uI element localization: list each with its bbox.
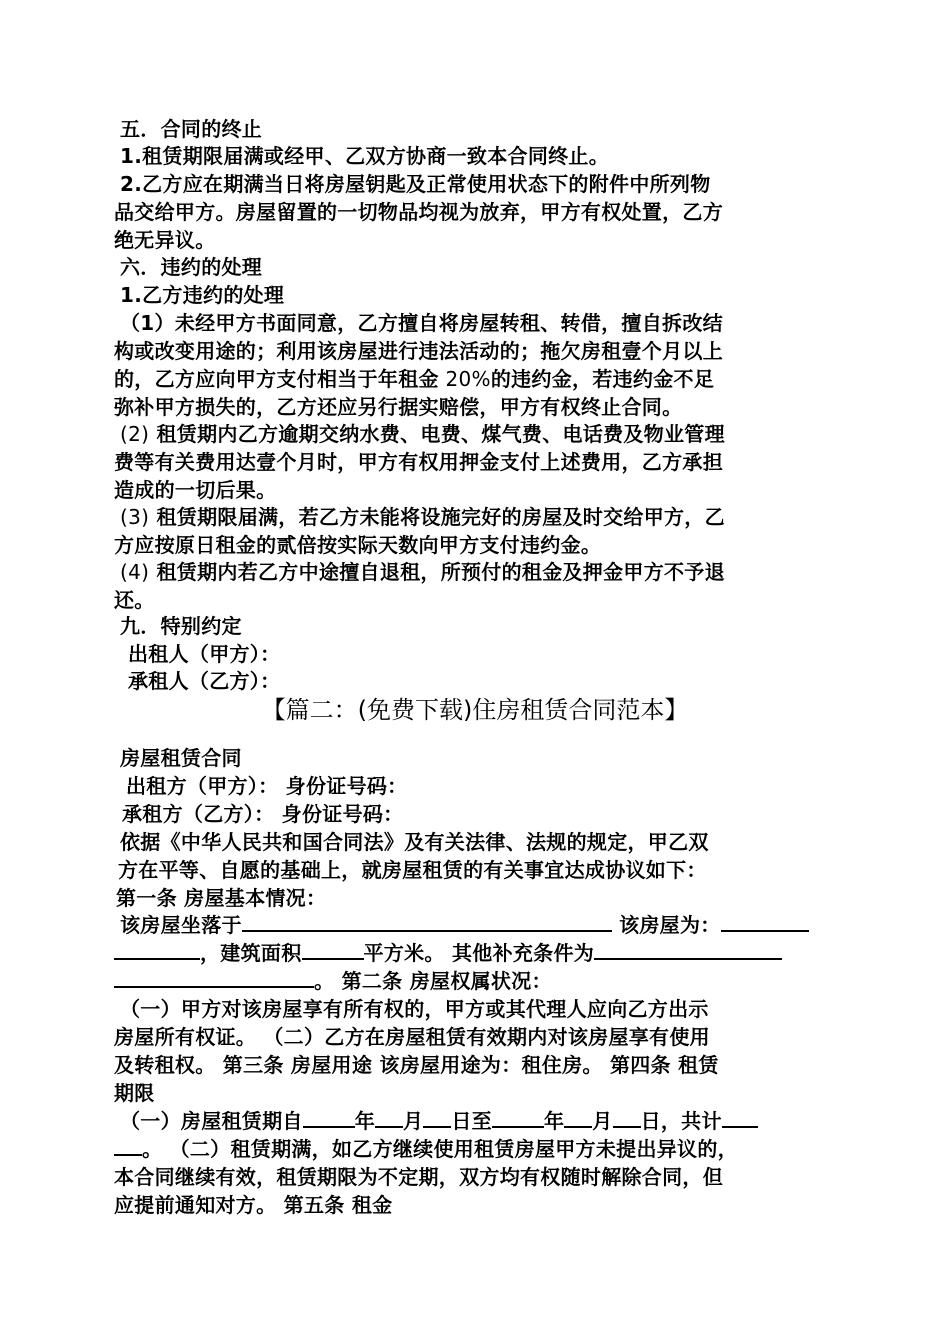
paragraph-line: 依据《中华人民共和国合同法》及有关法律、法规的规定，甲乙双 [120, 830, 709, 854]
paragraph-line: 构或改变用途的；利用该房屋进行违法活动的；拖欠房租壹个月以上 [114, 339, 723, 363]
location-line [120, 912, 842, 939]
text-run: 租赁期限届满，若乙方未能将设施完好的房屋及时交给甲方，乙 [149, 505, 725, 529]
paragraph-line: 1.租赁期限届满或经甲、乙双方协商一致本合同终止。 [120, 144, 610, 168]
paragraph-line: 应提前通知对方。 第五条 租金 [114, 1193, 393, 1217]
text-run: 日，共计 [640, 1109, 722, 1133]
paragraph-line: 2.乙方应在期满当日将房屋钥匙及正常使用状态下的附件中所列物 [120, 172, 711, 196]
paragraph-line: 本合同继续有效，租赁期限为不定期，双方均有权随时解除合同，但 [114, 1165, 723, 1189]
blank-start-year [303, 1108, 355, 1128]
text-run: 的，乙方应向甲方支付相当于年租金 [114, 367, 439, 391]
contract-heading: 房屋租赁合同 [120, 746, 242, 770]
text-run: 月 [592, 1109, 613, 1133]
paragraph-line: 弥补甲方损失的，乙方还应另行据实赔偿，甲方有权终止合同。 [114, 395, 683, 419]
lessee-id-line: 承租方（乙方）： 身份证号码： [122, 802, 404, 826]
blank-house-type [721, 912, 809, 932]
item-number: (2) [120, 422, 150, 446]
lessee-signature-line: 承租人（乙方）： [128, 669, 281, 693]
term-line [120, 1108, 842, 1135]
paragraph-line: （一）甲方对该房屋享有所有权的，甲方或其代理人应向乙方出示 [120, 997, 709, 1021]
paragraph-line: 造成的一切后果。 [114, 478, 277, 502]
paragraph-line [120, 504, 842, 531]
item-number: (4) [120, 560, 150, 584]
paragraph-line: 费等有关费用达壹个月时，甲方有权用押金支付上述费用，乙方承担 [114, 450, 723, 474]
section-6-heading: 六．违约的处理 [120, 255, 263, 279]
article-2-line [114, 968, 836, 995]
text-run: 年 [543, 1109, 565, 1133]
text-run: 月 [403, 1109, 424, 1133]
paragraph-line [114, 366, 836, 393]
part-two-title: 【篇二：(免费下载)住房租赁合同范本】 [261, 696, 689, 724]
blank-other-conditions-cont [114, 968, 314, 988]
paragraph-line [114, 1136, 836, 1163]
text-run: ，建筑面积 [200, 941, 302, 965]
paragraph-line [120, 559, 842, 586]
blank-start-day [423, 1108, 451, 1128]
text-run: 。 第二条 房屋权属状况： [314, 969, 552, 993]
text-run: 年 [354, 1109, 376, 1133]
text-run: 该房屋坐落于 [120, 913, 242, 937]
text-run: 租赁期内乙方逾期交纳水费、电费、煤气费、电话费及物业管理 [149, 422, 725, 446]
area-line [114, 940, 836, 967]
text-run: 日至 [451, 1109, 492, 1133]
text-run: （一）房屋租赁期自 [120, 1109, 303, 1133]
blank-house-type-cont [114, 940, 200, 960]
blank-end-day [613, 1108, 641, 1128]
paragraph-line: 房屋所有权证。 （二）乙方在房屋租赁有效期内对该房屋享有使用 [114, 1025, 710, 1049]
section-5-heading: 五．合同的终止 [120, 117, 263, 141]
paragraph-line: 品交给甲方。房屋留置的一切物品均视为放弃，甲方有权处置，乙方 [114, 200, 723, 224]
blank-total-cont [114, 1136, 142, 1156]
text-run: 租赁期内若乙方中途擅自退租，所预付的租金及押金甲方不予退 [149, 560, 725, 584]
paragraph-line: 1.乙方违约的处理 [120, 283, 285, 307]
blank-end-month [564, 1108, 592, 1128]
blank-location [242, 912, 612, 932]
blank-total [722, 1108, 758, 1128]
lessor-signature-line: 出租人（甲方）： [128, 642, 281, 666]
blank-other-conditions [594, 940, 782, 960]
item-number: (3) [120, 505, 150, 529]
paragraph-line: 及转租权。 第三条 房屋用途 该房屋用途为：租住房。 第四条 租赁 [114, 1053, 719, 1077]
text-run: 平方米。 其他补充条件为 [363, 941, 595, 965]
blank-start-month [375, 1108, 403, 1128]
paragraph-line: 方在平等、自愿的基础上，就房屋租赁的有关事宜达成协议如下： [118, 858, 707, 882]
blank-end-year [492, 1108, 544, 1128]
blank-area [302, 940, 364, 960]
paragraph-line: 绝无异议。 [114, 228, 216, 252]
paragraph-line [120, 421, 842, 448]
paragraph-line: 方应按原日租金的贰倍按实际天数向甲方支付违约金。 [114, 533, 602, 557]
paragraph-line: 还。 [114, 588, 155, 612]
text-run: 该房屋为： [611, 913, 721, 937]
lessor-id-line: 出租方（甲方）： 身份证号码： [126, 774, 408, 798]
text-run: 。 （二）租赁期满，如乙方继续使用租赁房屋甲方未提出异议的， [142, 1137, 738, 1161]
paragraph-line: （1）未经甲方书面同意，乙方擅自将房屋转租、转借，擅自拆改结 [120, 311, 723, 335]
paragraph-line: 期限 [114, 1081, 155, 1105]
text-run: 20% [438, 367, 491, 391]
article-1-heading: 第一条 房屋基本情况： [116, 886, 327, 910]
text-run: 的违约金，若违约金不足 [490, 367, 715, 391]
section-9-heading: 九．特别约定 [120, 614, 242, 638]
